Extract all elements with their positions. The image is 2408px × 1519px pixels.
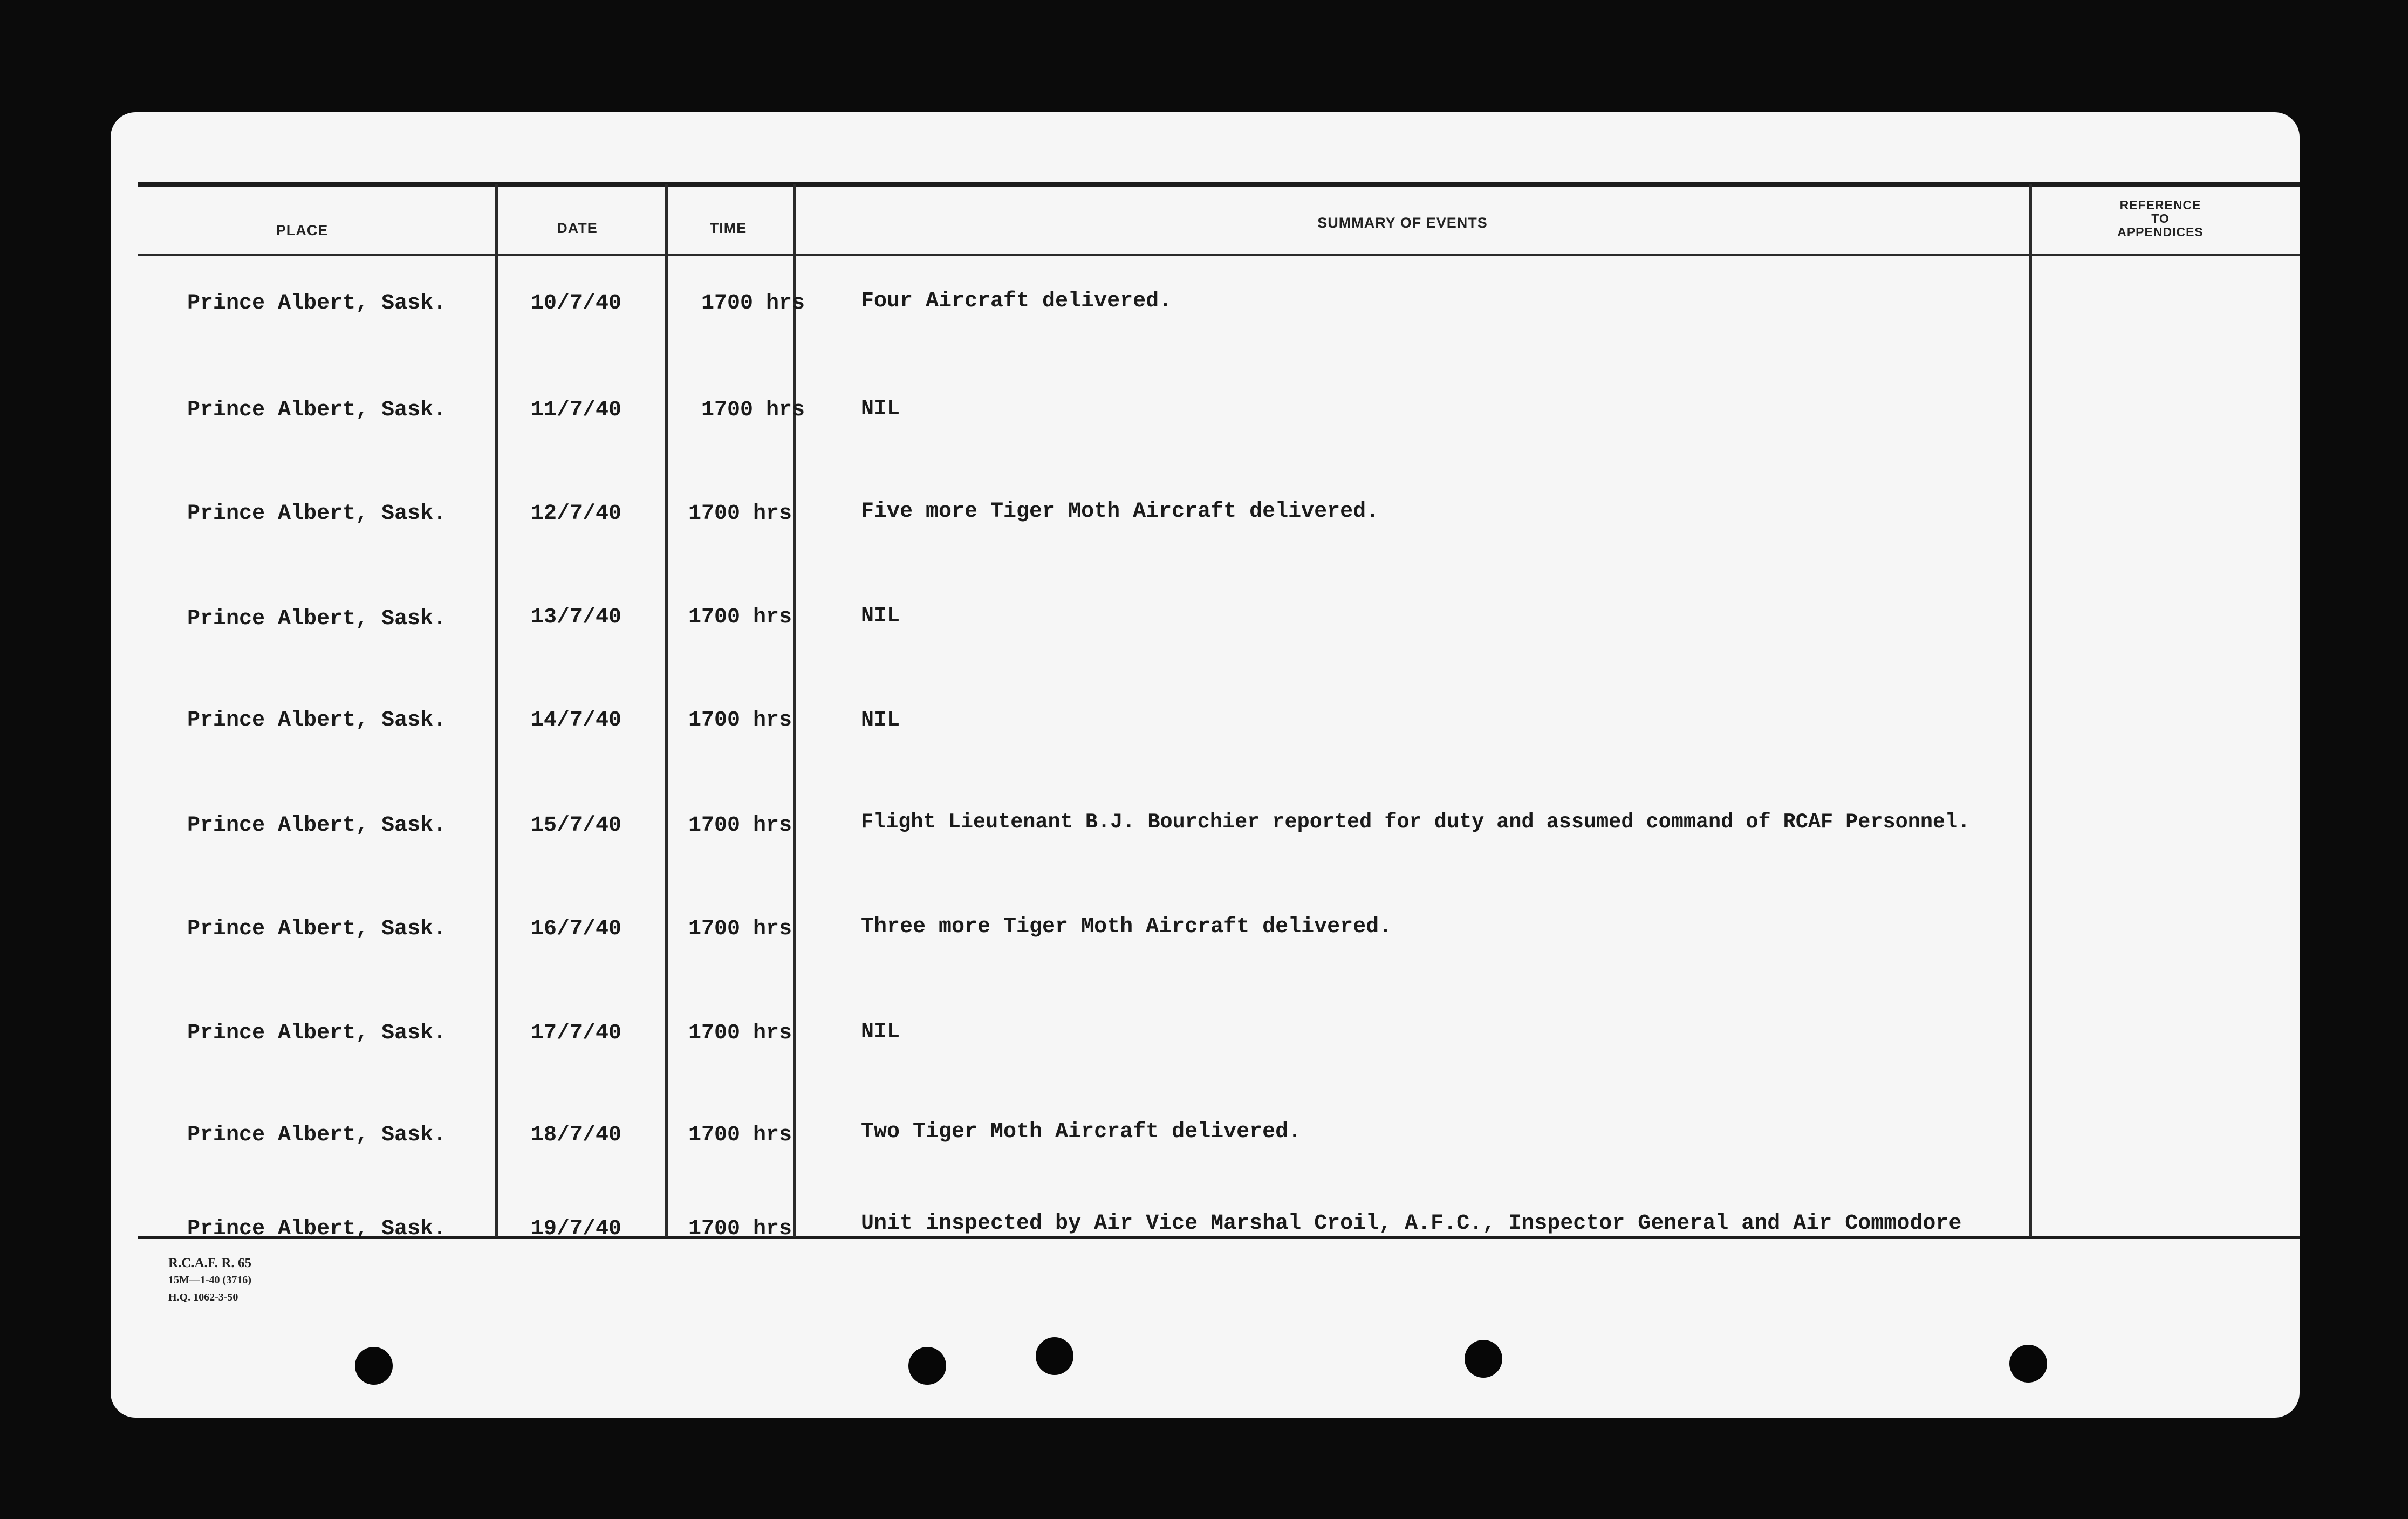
row-place: Prince Albert, Sask.	[187, 1217, 447, 1241]
punch-hole	[2009, 1345, 2047, 1383]
row-summary: Five more Tiger Moth Aircraft delivered.	[861, 500, 1379, 524]
bottom-rule	[138, 1236, 2300, 1239]
row-summary: NIL	[861, 708, 900, 733]
header-time: TIME	[709, 220, 747, 236]
row-time: 1700 hrs	[688, 813, 792, 838]
punch-hole	[355, 1347, 393, 1385]
row-place: Prince Albert, Sask.	[187, 1021, 447, 1045]
punch-hole	[1036, 1337, 1073, 1375]
row-time: 1700 hrs	[688, 1123, 792, 1147]
row-place: Prince Albert, Sask.	[187, 1123, 447, 1147]
header-date: DATE	[557, 220, 598, 236]
hq-reference: H.Q. 1062-3-50	[168, 1291, 238, 1303]
column-divider-date-time	[665, 184, 668, 1237]
row-time: 1700 hrs	[688, 605, 792, 630]
row-date: 10/7/40	[531, 291, 622, 316]
row-summary: NIL	[861, 1020, 900, 1044]
print-run: 15M—1-40 (3716)	[168, 1274, 251, 1286]
row-date: 12/7/40	[531, 502, 622, 526]
header-reference	[2077, 199, 2244, 239]
header-rule	[138, 254, 2300, 256]
row-date: 14/7/40	[531, 708, 622, 733]
header-reference-line3: APPENDICES	[2117, 225, 2204, 239]
row-date: 11/7/40	[531, 398, 622, 422]
form-number: R.C.A.F. R. 65	[168, 1256, 251, 1270]
row-time: 1700 hrs	[688, 502, 792, 526]
header-reference-line1: REFERENCE	[2119, 198, 2201, 212]
row-time: 1700 hrs	[688, 708, 792, 733]
punch-hole	[908, 1347, 946, 1385]
header-place: PLACE	[276, 222, 329, 238]
row-place: Prince Albert, Sask.	[187, 502, 447, 526]
row-summary: Three more Tiger Moth Aircraft delivered.	[861, 915, 1392, 939]
row-date: 16/7/40	[531, 917, 622, 941]
punch-hole	[1465, 1340, 1502, 1378]
row-date: 17/7/40	[531, 1021, 622, 1045]
header-reference-line2: TO	[2151, 211, 2170, 225]
row-place: Prince Albert, Sask.	[187, 607, 447, 631]
row-date: 19/7/40	[531, 1217, 622, 1241]
header-summary: SUMMARY OF EVENTS	[1317, 215, 1488, 231]
column-divider-place-date	[495, 184, 498, 1237]
top-rule	[138, 182, 2300, 187]
row-date: 13/7/40	[531, 605, 622, 630]
row-time: 1700 hrs	[688, 1217, 792, 1241]
column-divider-summary-reference	[2029, 184, 2032, 1237]
row-date: 18/7/40	[531, 1123, 622, 1147]
column-divider-time-summary	[793, 184, 796, 1237]
row-place: Prince Albert, Sask.	[187, 708, 447, 733]
row-time: 1700 hrs	[688, 917, 792, 941]
row-time: 1700 hrs	[701, 398, 805, 422]
row-place: Prince Albert, Sask.	[187, 813, 447, 838]
row-summary: NIL	[861, 604, 900, 628]
row-time: 1700 hrs	[701, 291, 805, 316]
row-summary: NIL	[861, 397, 900, 421]
row-date: 15/7/40	[531, 813, 622, 838]
row-summary: Flight Lieutenant B.J. Bourchier reported for duty and assumed command of RCAF Personnel.	[861, 810, 1971, 834]
row-summary: Two Tiger Moth Aircraft delivered.	[861, 1120, 1302, 1144]
row-summary: Four Aircraft delivered.	[861, 289, 1172, 313]
row-place: Prince Albert, Sask.	[187, 917, 447, 941]
row-time: 1700 hrs	[688, 1021, 792, 1045]
row-place: Prince Albert, Sask.	[187, 291, 447, 316]
row-place: Prince Albert, Sask.	[187, 398, 447, 422]
row-summary: Unit inspected by Air Vice Marshal Croil, A.F.C., Inspector General and Air Commodore	[861, 1212, 1962, 1236]
